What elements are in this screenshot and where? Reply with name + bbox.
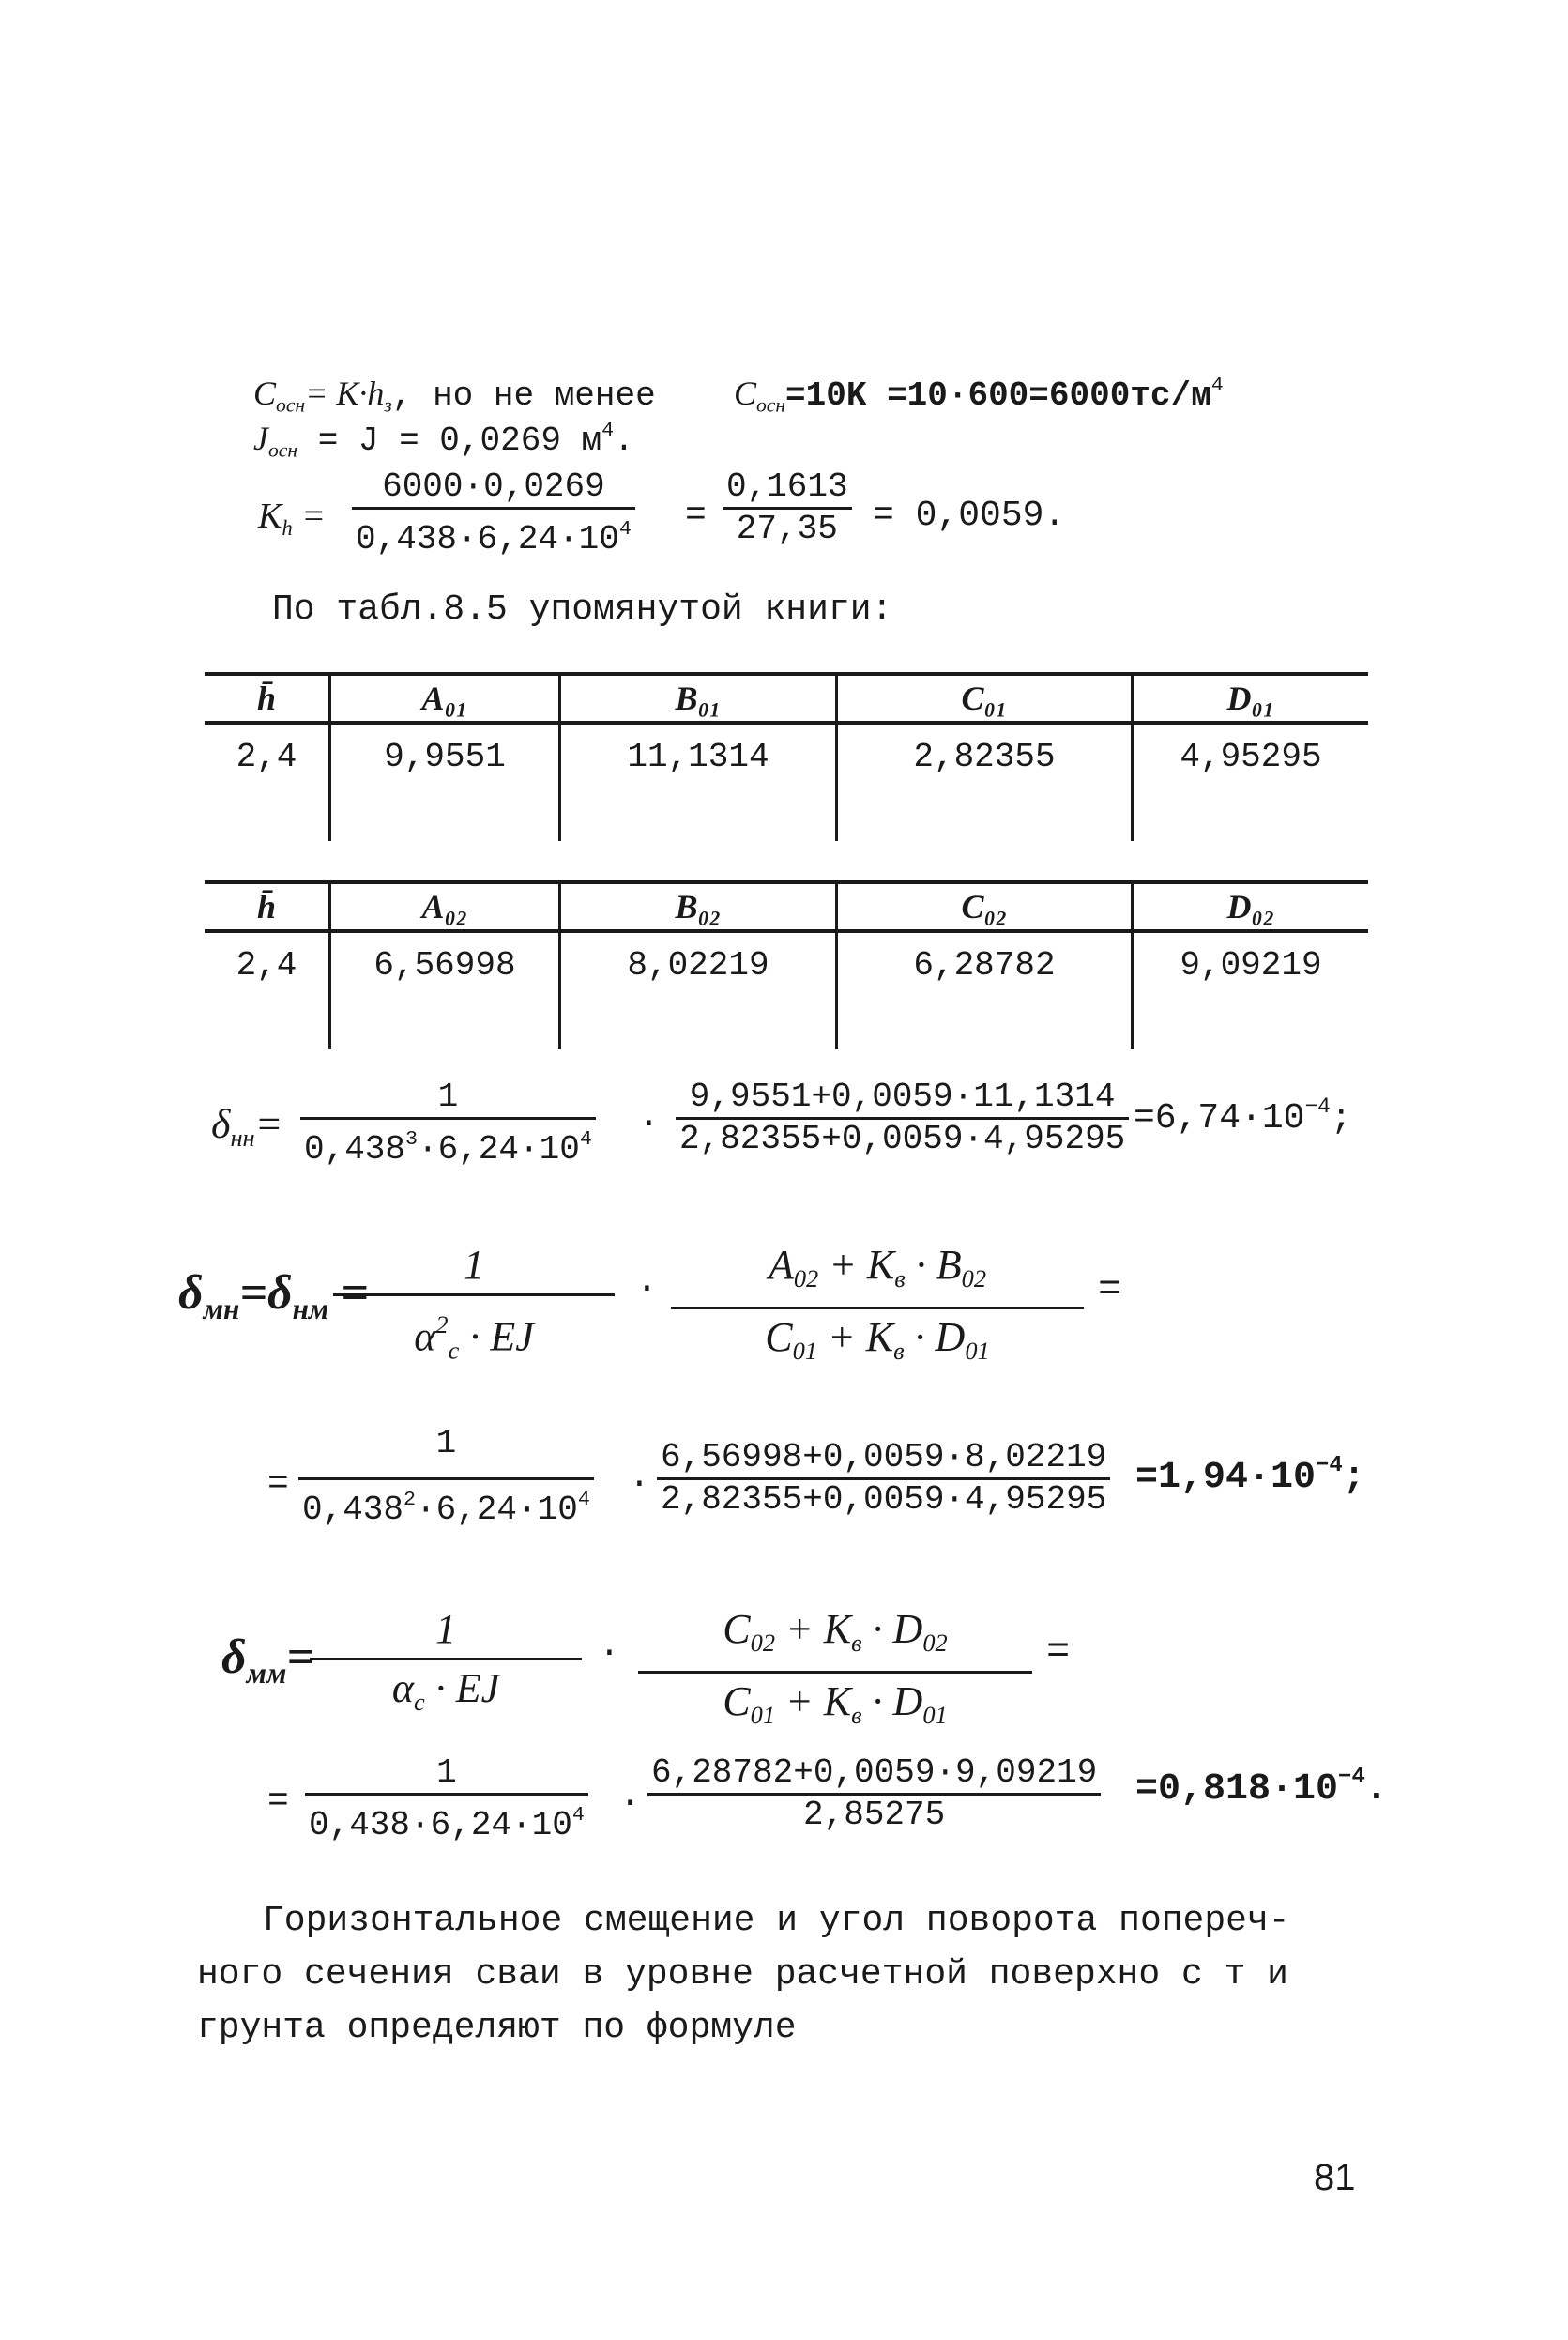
coef-table-1 <box>205 672 1368 841</box>
delta-mm-num-fraction-2-num: 6,28782+0,0059·9,09219 <box>647 1753 1101 1796</box>
cell-h: 2,4 <box>236 738 297 776</box>
coef-table-2-header <box>205 882 1368 931</box>
cell-a01: 9,9551 <box>330 723 560 841</box>
delta-mh-num-fraction-2-num: 6,56998+0,0059·8,02219 <box>657 1438 1110 1480</box>
c-osn-symbol: $C_{осн}$ <box>253 375 306 417</box>
table-intro: По табл.8.5 упомянутой книги: <box>272 589 893 630</box>
page-number: 81 <box>1314 2157 1356 2198</box>
cell-h: 2,4 <box>236 946 297 985</box>
delta-hh-fraction-2-num: 9,9551+0,0059·11,1314 <box>676 1078 1129 1120</box>
delta-mh-fraction-1 <box>333 1237 615 1379</box>
delta-mm-fraction-1-den: $\alpha_c$ · EJ <box>391 1665 500 1717</box>
delta-hh-result: $=6,74\cdot 10^{-4}$; <box>1134 1094 1352 1139</box>
j-osn-symbol: $J_{осн}$ <box>253 420 298 462</box>
delta-mm-num-dot: · <box>619 1783 641 1824</box>
kh-fraction-1 <box>352 467 635 559</box>
col-b02: B₀₂ <box>560 882 837 931</box>
delta-mh-fraction-2-den: $C_{01} + K_в \cdot D_{01}$ <box>765 1314 990 1366</box>
kh-lhs: $K_h$ = <box>258 497 326 540</box>
col-d01: D₀₁ <box>1133 674 1369 723</box>
delta-mm-num-equals: = <box>267 1782 289 1822</box>
delta-hh-fraction-2-den: 2,82355+0,0059·4,95295 <box>679 1120 1126 1158</box>
delta-hh-fraction-1-num: 1 <box>300 1078 596 1120</box>
delta-mh-fraction-2 <box>671 1237 1084 1379</box>
c-osn-eq: = K·h <box>305 375 385 412</box>
delta-mh-fraction-2-num: $A_{02} + K_в \cdot B_{02}$ <box>671 1237 1084 1309</box>
delta-mm-fraction-2-num: $C_{02} + K_в \cdot D_{02}$ <box>638 1601 1032 1674</box>
formula-line-c-osn <box>253 374 1224 418</box>
delta-mh-num-equals: = <box>267 1464 289 1505</box>
kh-fraction-2-num: 0,1613 <box>723 467 852 510</box>
col-d02: D₀₂ <box>1133 882 1369 931</box>
col-h: h̄ <box>205 674 330 723</box>
delta-mm-fraction-1-num: 1 <box>310 1601 582 1660</box>
delta-mh-lhs: $\delta_{мн}=\delta_{нм}$ = <box>178 1266 369 1325</box>
delta-mh-num-fraction-1-den: $0,438^2\cdot 6,24\cdot 10^4$ <box>302 1489 590 1530</box>
table-row <box>205 931 1368 1049</box>
delta-mm-num-fraction-1-den: $0,438\cdot 6,24\cdot 10^4$ <box>309 1804 585 1845</box>
kh-fraction-1-den: $0,438\cdot 6,24\cdot 10^4$ <box>356 518 632 559</box>
delta-mm-fraction-2 <box>638 1601 1032 1743</box>
kh-fraction-1-num: 6000·0,0269 <box>352 467 635 510</box>
col-a02: A₀₂ <box>330 882 560 931</box>
formula-line-j-osn <box>253 419 634 463</box>
cell-d01: 4,95295 <box>1133 723 1369 841</box>
delta-mh-num-fraction-1 <box>298 1410 594 1530</box>
delta-mh-tail: = <box>1098 1267 1122 1312</box>
c-osn-condition: , но не менее <box>391 376 656 415</box>
delta-hh-lhs: $\delta_{нн}=$ <box>211 1101 283 1153</box>
col-c01: C₀₁ <box>837 674 1133 723</box>
paragraph-line: грунта определяют по формуле <box>197 2008 797 2048</box>
kh-result: = 0,0059. <box>873 496 1066 536</box>
j-osn-value: = J = 0,0269 м <box>317 421 602 460</box>
body-paragraph <box>197 1894 1290 2055</box>
delta-mm-num-fraction-2 <box>647 1753 1101 1835</box>
c-osn-value: =10K =10·600=6000тс/м <box>785 376 1211 415</box>
c-osn-value-sup: 4 <box>1210 374 1224 397</box>
delta-mm-lhs: $\delta_{мм}=$ <box>221 1630 315 1690</box>
delta-mh-num-fraction-2-den: 2,82355+0,0059·4,95295 <box>661 1480 1107 1519</box>
delta-mm-fraction-1 <box>310 1601 582 1730</box>
coef-table-2 <box>205 880 1368 1049</box>
delta-mm-num-fraction-1-num: 1 <box>305 1753 588 1796</box>
col-a01: A₀₁ <box>330 674 560 723</box>
paragraph-line: Горизонтальное смещение и угол поворота попереч- <box>263 1901 1290 1941</box>
kh-fraction-2 <box>723 467 852 549</box>
cell-b02: 8,02219 <box>560 931 837 1049</box>
paragraph-line: ного сечения сваи в уровне расчетной поверхно с т и <box>197 1954 1288 1995</box>
delta-mm-num-fraction-2-den: 2,85275 <box>803 1796 946 1834</box>
delta-mm-fraction-2-den: $C_{01} + K_в \cdot D_{01}$ <box>723 1678 948 1730</box>
kh-equals: = <box>685 496 707 536</box>
delta-mh-num-dot: · <box>629 1464 650 1505</box>
delta-mh-dot: · <box>636 1269 658 1309</box>
kh-fraction-2-den: 27,35 <box>736 510 838 548</box>
delta-hh-fraction-2 <box>676 1078 1129 1159</box>
delta-mh-num-fraction-2 <box>657 1438 1110 1520</box>
delta-mm-num-result: $=0,818\cdot 10^{-4}$. <box>1135 1765 1388 1811</box>
cell-b01: 11,1314 <box>560 723 837 841</box>
delta-hh-dot: · <box>638 1104 660 1144</box>
delta-hh-fraction-1 <box>300 1078 596 1170</box>
table-row <box>205 723 1368 841</box>
delta-mh-num-result: $=1,94\cdot 10^{-4}$; <box>1135 1453 1365 1499</box>
j-osn-value-sup: 4 <box>601 419 615 442</box>
cell-c02: 6,28782 <box>837 931 1133 1049</box>
delta-mm-num-fraction-1 <box>305 1753 588 1845</box>
delta-mm-tail: = <box>1046 1629 1071 1675</box>
col-h: h̄ <box>205 882 330 931</box>
delta-mh-fraction-1-den: $\alpha^2_c$ · EJ <box>414 1310 534 1365</box>
cell-a02: 6,56998 <box>330 931 560 1049</box>
c-osn-rhs-symbol: $C_{осн}$ <box>733 375 786 417</box>
delta-mh-num-fraction-1-num: 1 <box>298 1410 594 1480</box>
c-osn-eq-sub: з <box>384 393 392 417</box>
cell-d02: 9,09219 <box>1133 931 1369 1049</box>
delta-hh-fraction-1-den: $0,438^3\cdot 6,24\cdot 10^4$ <box>304 1128 592 1170</box>
cell-c01: 2,82355 <box>837 723 1133 841</box>
j-osn-tail: . <box>614 421 634 460</box>
coef-table-1-header <box>205 674 1368 723</box>
delta-mh-fraction-1-num: 1 <box>333 1237 615 1296</box>
col-c02: C₀₂ <box>837 882 1133 931</box>
col-b01: B₀₁ <box>560 674 837 723</box>
delta-mm-dot: · <box>599 1633 620 1674</box>
